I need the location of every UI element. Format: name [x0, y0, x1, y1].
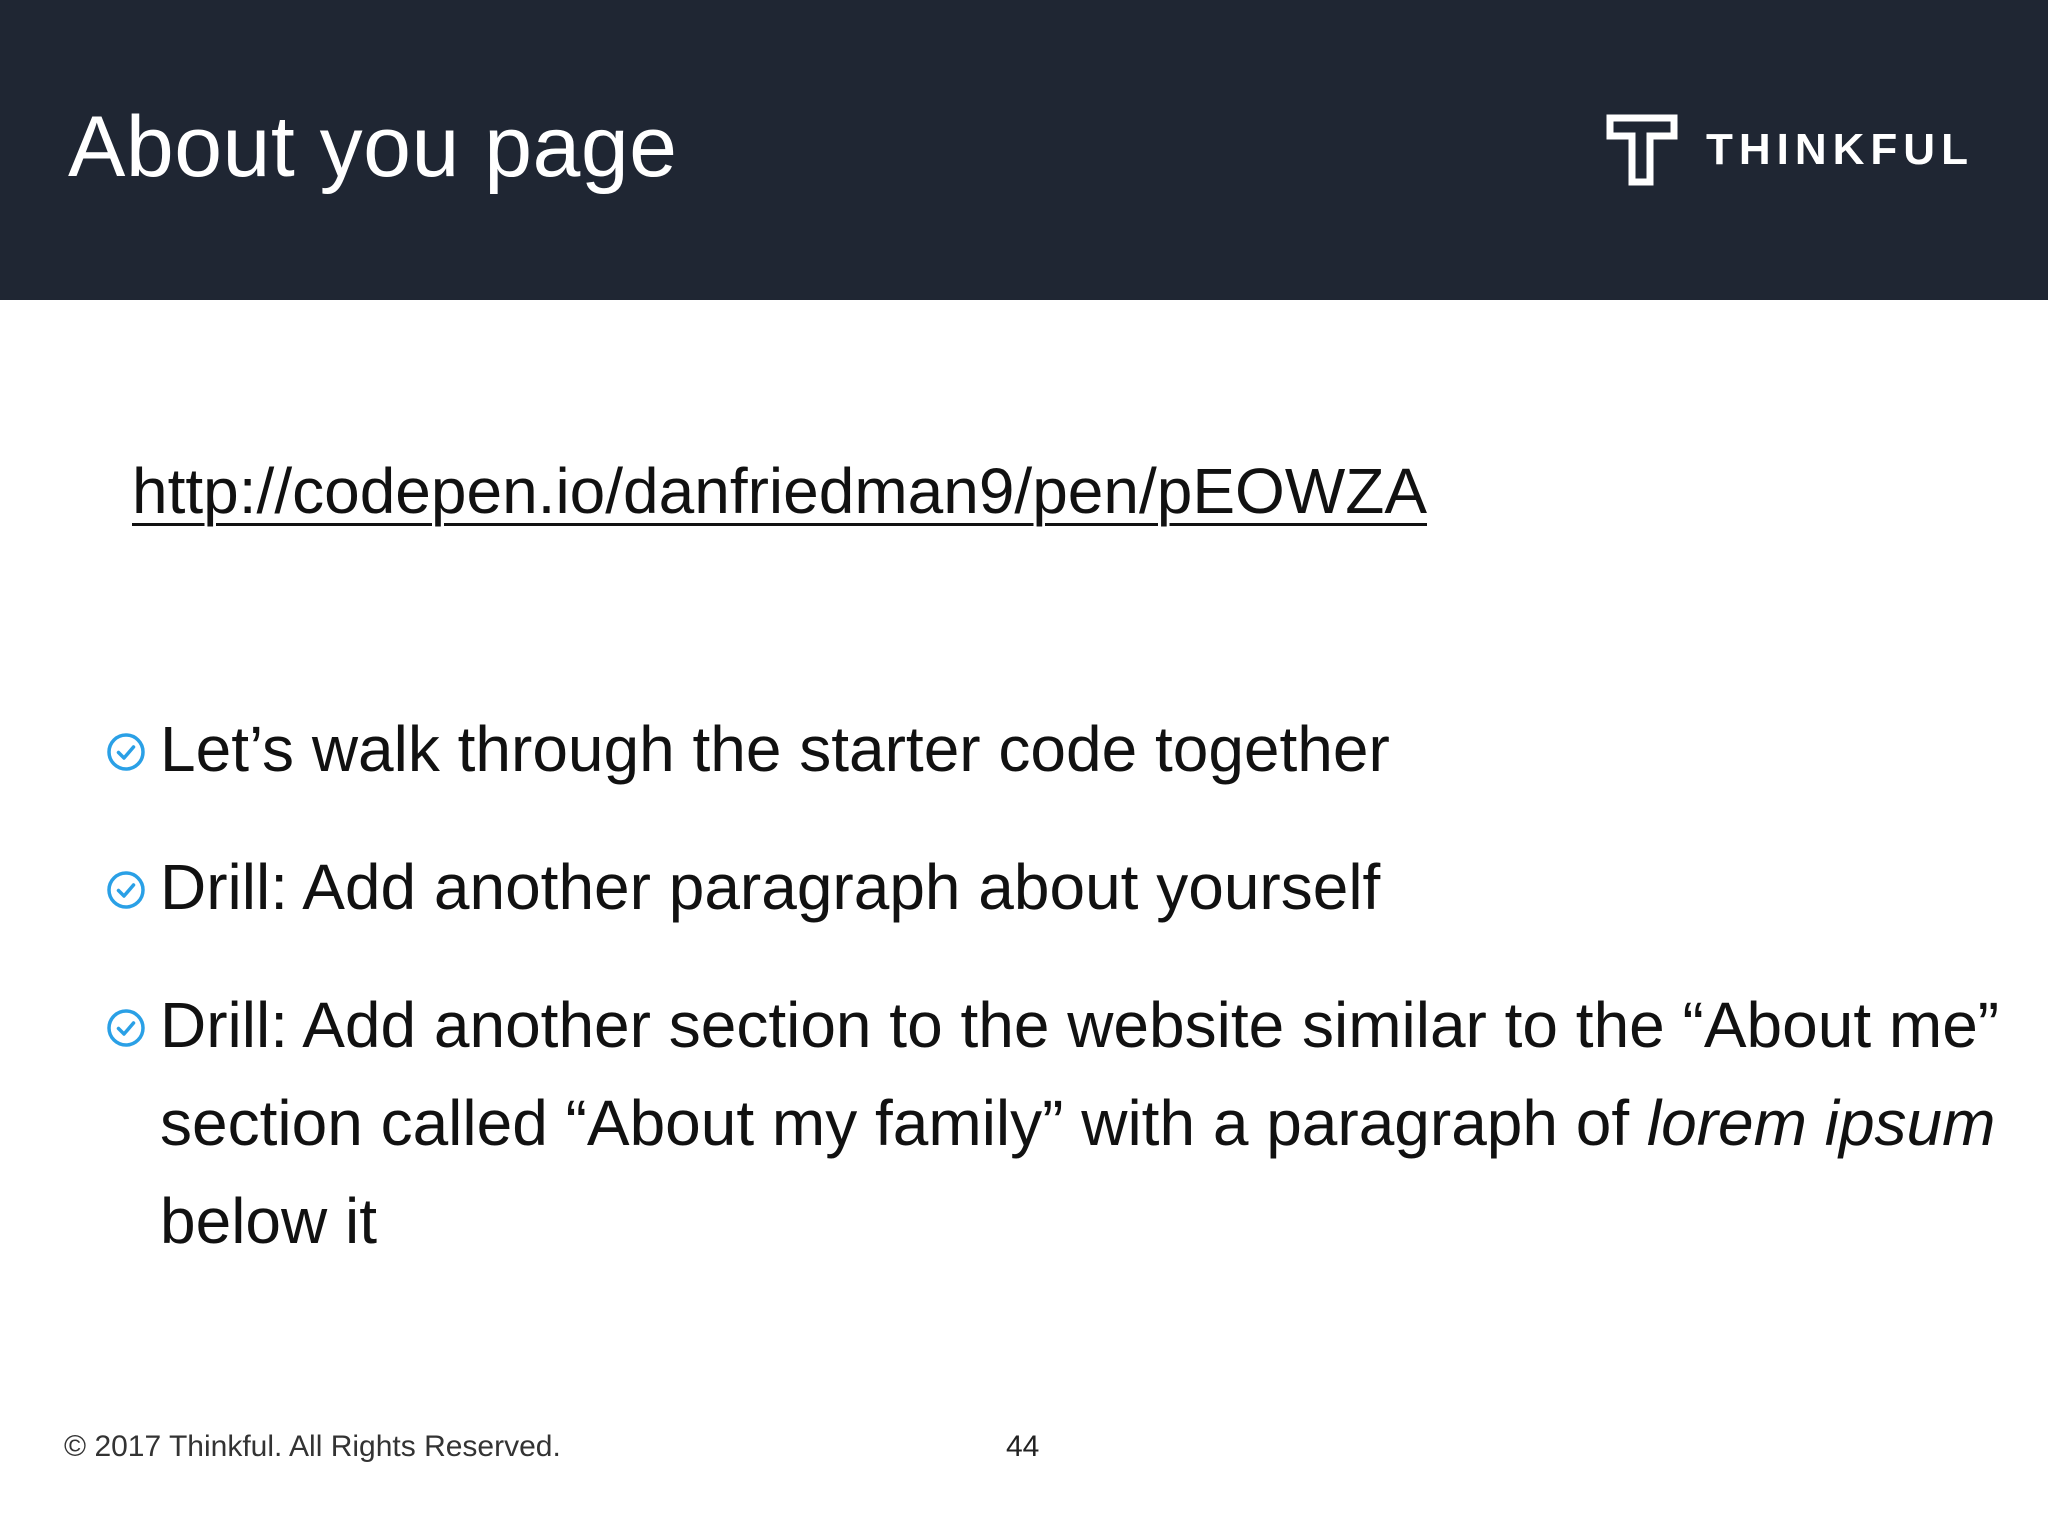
bullet-list: [100, 700, 2000, 1310]
list-item: [100, 838, 2000, 936]
page-number: 44: [1006, 1430, 1040, 1463]
bullet-text: [160, 989, 1999, 1257]
logo-wordmark: THINKFUL: [1706, 125, 1974, 174]
list-item: [100, 700, 2000, 798]
bullet-text-italic: lorem ipsum: [1646, 1087, 1996, 1159]
thinkful-logo: [1604, 112, 1974, 188]
codepen-link[interactable]: http://codepen.io/danfriedman9/pen/pEOWZA: [132, 455, 1427, 527]
check-circle-icon: [106, 1008, 146, 1048]
bullet-text: Drill: Add another paragraph about yourself: [160, 851, 1381, 923]
list-item: [100, 976, 2000, 1270]
check-circle-icon: [106, 732, 146, 772]
slide-header: [0, 0, 2048, 300]
copyright-text: © 2017 Thinkful. All Rights Reserved.: [64, 1430, 561, 1463]
bullet-text-part: Drill: Add another section to the website similar to the “About me” section called “About my family” with a paragraph of: [160, 989, 2000, 1159]
bullet-text: Let’s walk through the starter code together: [160, 713, 1390, 785]
check-circle-icon: [106, 870, 146, 910]
thinkful-logo-icon: [1604, 112, 1680, 188]
slide-title: About you page: [68, 99, 678, 195]
bullet-text-part: below it: [160, 1185, 377, 1257]
